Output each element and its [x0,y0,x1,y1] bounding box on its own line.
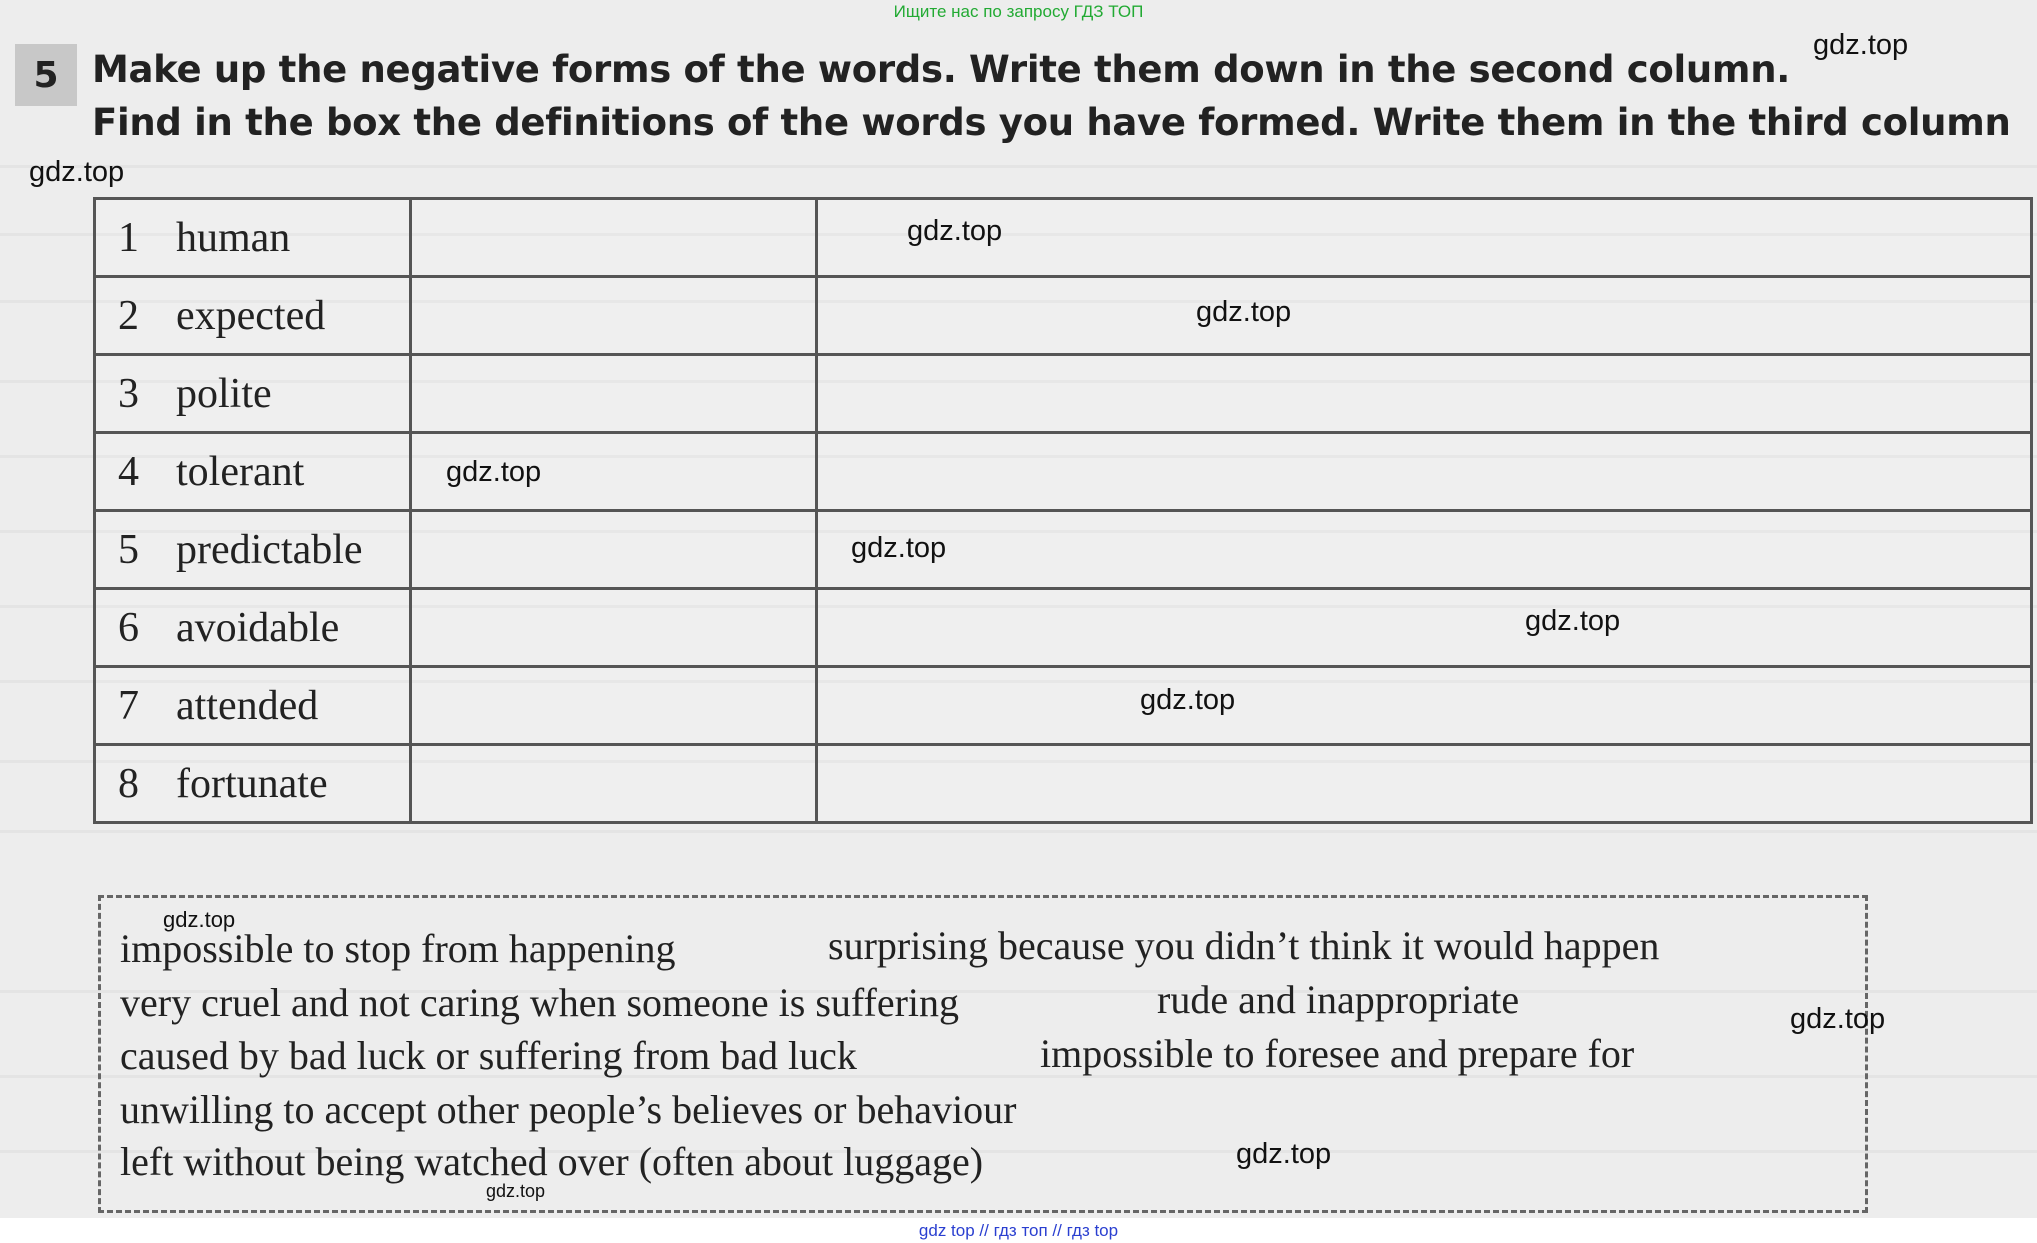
watermark: gdz.top [1525,605,1621,637]
table-row [95,277,2032,355]
word-number: 2 [118,292,139,339]
table-row [95,745,2032,823]
word-cell [95,199,411,277]
word-number: 4 [118,448,139,495]
watermark: gdz.top [1140,684,1236,716]
negative-form-cell[interactable] [411,355,817,433]
word: avoidable [176,604,340,651]
word-cell [95,589,411,667]
word-cell [95,745,411,823]
word-number: 5 [118,526,139,573]
negative-form-cell[interactable] [411,667,817,745]
watermark: gdz.top [1236,1138,1332,1170]
definition-item: unwilling to accept other people’s believes or behaviour [120,1087,1017,1132]
watermark: gdz.top [29,156,125,188]
definition-item: caused by bad luck or suffering from bad luck [120,1033,857,1078]
watermark: gdz.top [446,456,542,488]
definition-cell[interactable] [817,433,2032,511]
instruction-line-1: Make up the negative forms of the words. Write them down in the second column. [92,48,1790,91]
watermark: gdz.top [486,1181,546,1201]
definition-cell[interactable] [817,355,2032,433]
table-row [95,433,2032,511]
definition-item: impossible to foresee and prepare for [1040,1031,1635,1076]
footer-banner[interactable]: gdz top // гдз топ // гдз top [0,1218,2037,1243]
definition-item: surprising because you didn’t think it would happen [828,923,1660,968]
word-cell [95,667,411,745]
word-cell [95,277,411,355]
definition-cell[interactable] [817,745,2032,823]
negative-form-cell[interactable] [411,511,817,589]
watermark: gdz.top [851,532,947,564]
definition-item: very cruel and not caring when someone is suffering [120,980,960,1025]
word: attended [176,682,319,729]
definition-item: impossible to stop from happening [120,926,676,971]
word-number: 6 [118,604,139,651]
word-cell [95,355,411,433]
word: human [176,214,291,261]
definition-item: rude and inappropriate [1157,977,1520,1022]
word: polite [176,370,272,417]
definition-cell[interactable] [817,277,2032,355]
negative-form-cell[interactable] [411,745,817,823]
table-row [95,199,2032,277]
negative-form-cell[interactable] [411,589,817,667]
table-row [95,589,2032,667]
word-cell [95,433,411,511]
negative-form-cell[interactable] [411,199,817,277]
word-number: 8 [118,760,139,807]
instruction-line-2: Find in the box the definitions of the words you have formed. Write them in the third column [92,101,2011,144]
definition-cell[interactable] [817,511,2032,589]
word: tolerant [176,448,305,495]
table-row [95,667,2032,745]
table-row [95,355,2032,433]
definition-cell[interactable] [817,667,2032,745]
word-number: 1 [118,214,139,261]
word: fortunate [176,760,328,807]
negative-form-cell[interactable] [411,277,817,355]
word-number: 3 [118,370,139,417]
search-banner[interactable]: Ищите нас по запросу ГДЗ ТОП [893,2,1144,21]
watermark: gdz.top [1813,29,1909,61]
word-cell [95,511,411,589]
exercise-number: 5 [15,44,77,106]
word: predictable [176,526,363,573]
watermark: gdz.top [1196,296,1292,328]
watermark: gdz.top [163,907,236,932]
word-number: 7 [118,682,139,729]
definition-cell[interactable] [817,589,2032,667]
watermark: gdz.top [1790,1003,1886,1035]
word: expected [176,292,326,339]
table-row [95,511,2032,589]
watermark: gdz.top [907,215,1003,247]
words-table [93,197,2033,824]
definition-item: left without being watched over (often about luggage) [120,1139,984,1184]
